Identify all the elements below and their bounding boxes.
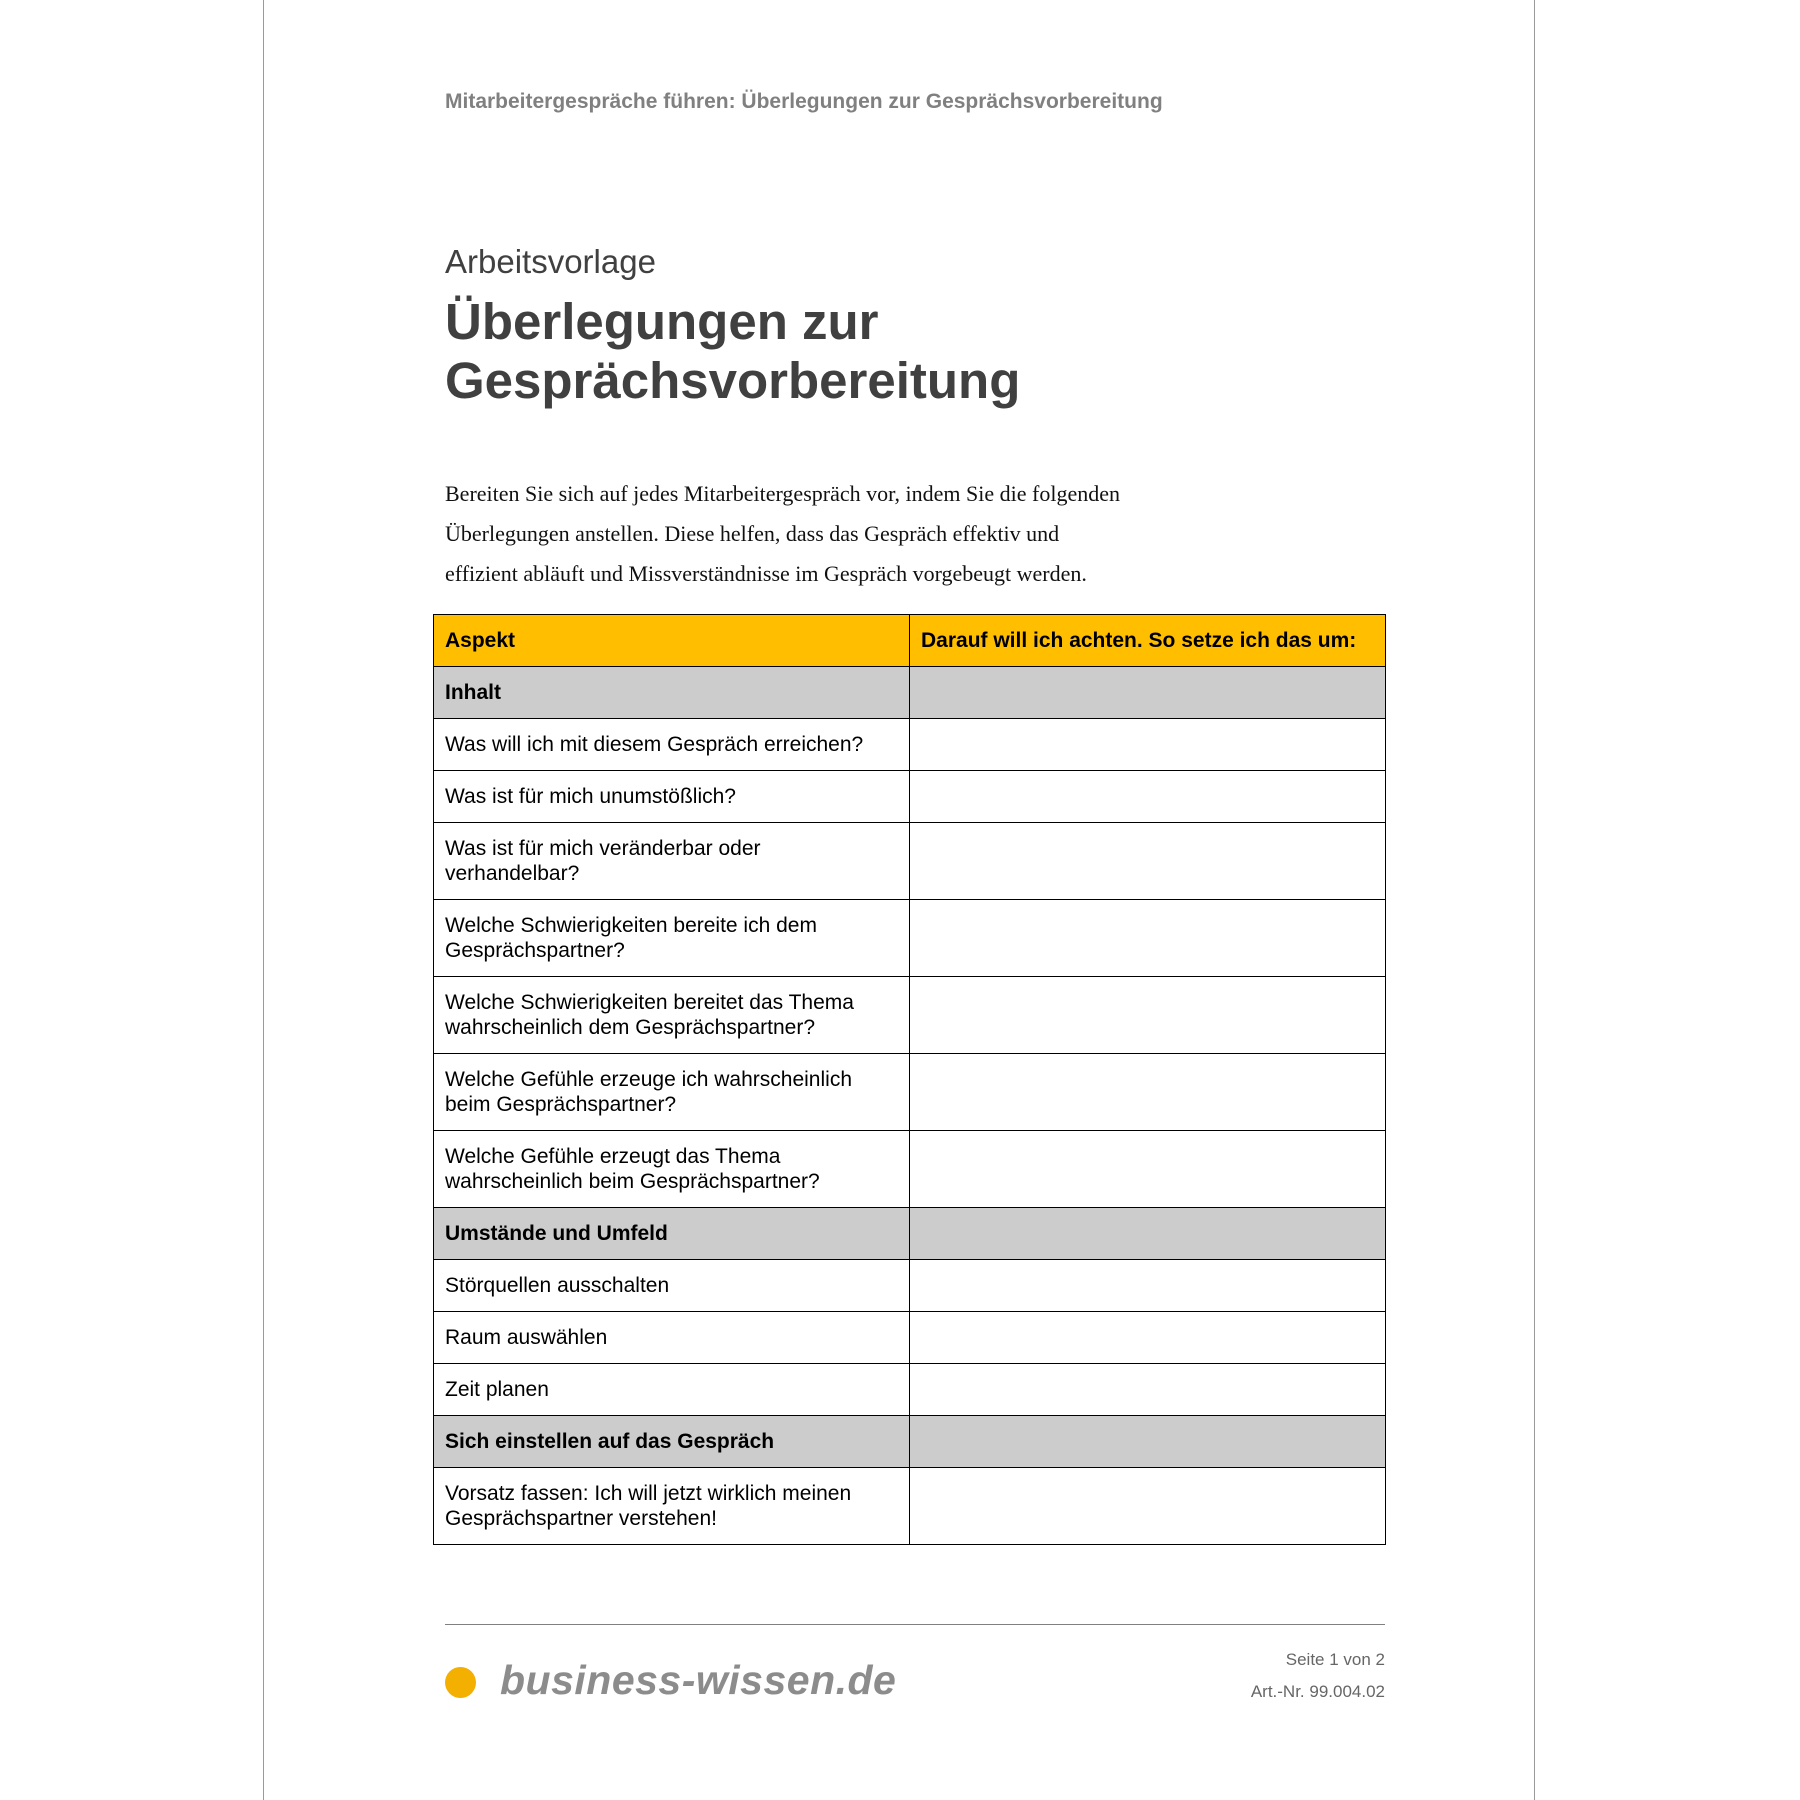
notes-cell[interactable]	[910, 900, 1386, 977]
table-row	[434, 719, 1386, 771]
table-row	[434, 1131, 1386, 1208]
table-row	[434, 1468, 1386, 1545]
aspect-cell: Was will ich mit diesem Gespräch erreichen?	[434, 719, 910, 771]
aspect-cell: Störquellen ausschalten	[434, 1260, 910, 1312]
table-row	[434, 977, 1386, 1054]
aspect-cell: Was ist für mich veränderbar oder verhandelbar?	[434, 823, 910, 900]
running-header: Mitarbeitergespräche führen: Überlegungen zur Gesprächsvorbereitung	[445, 90, 1163, 113]
table-row	[434, 1054, 1386, 1131]
notes-cell[interactable]	[910, 1468, 1386, 1545]
section-label: Sich einstellen auf das Gespräch	[434, 1416, 910, 1468]
aspect-cell: Welche Schwierigkeiten bereite ich dem Gesprächspartner?	[434, 900, 910, 977]
aspect-cell: Was ist für mich unumstößlich?	[434, 771, 910, 823]
table-header-row	[434, 615, 1386, 667]
page-number: Seite 1 von 2	[1285, 1650, 1385, 1669]
table-row	[434, 1260, 1386, 1312]
notes-cell[interactable]	[910, 823, 1386, 900]
section-notes-cell	[910, 667, 1386, 719]
table-row	[434, 900, 1386, 977]
section-row	[434, 667, 1386, 719]
section-row	[434, 1416, 1386, 1468]
footer-divider	[445, 1624, 1385, 1625]
section-notes-cell	[910, 1208, 1386, 1260]
notes-cell[interactable]	[910, 1131, 1386, 1208]
notes-cell[interactable]	[910, 1312, 1386, 1364]
section-row	[434, 1208, 1386, 1260]
notes-cell[interactable]	[910, 1054, 1386, 1131]
table-row	[434, 1312, 1386, 1364]
notes-cell[interactable]	[910, 771, 1386, 823]
aspect-cell: Welche Schwierigkeiten bereitet das Thema wahrscheinlich dem Gesprächspartner?	[434, 977, 910, 1054]
aspect-cell: Welche Gefühle erzeugt das Thema wahrscheinlich beim Gesprächspartner?	[434, 1131, 910, 1208]
section-notes-cell	[910, 1416, 1386, 1468]
title-line-2: Gesprächsvorbereitung	[445, 352, 1021, 409]
notes-cell[interactable]	[910, 977, 1386, 1054]
aspect-cell: Zeit planen	[434, 1364, 910, 1416]
aspect-cell: Vorsatz fassen: Ich will jetzt wirklich meinen Gesprächspartner verstehen!	[434, 1468, 910, 1545]
aspect-cell: Welche Gefühle erzeuge ich wahrscheinlich beim Gesprächspartner?	[434, 1054, 910, 1131]
notes-cell[interactable]	[910, 1260, 1386, 1312]
brand-logo-text: business-wissen.de	[500, 1657, 897, 1703]
notes-cell[interactable]	[910, 1364, 1386, 1416]
intro-line-1: Bereiten Sie sich auf jedes Mitarbeitergespräch vor, indem Sie die folgenden	[445, 481, 1120, 506]
title-line-1: Überlegungen zur	[445, 293, 879, 350]
table-row	[434, 771, 1386, 823]
aspect-cell: Raum auswählen	[434, 1312, 910, 1364]
table-row	[434, 1364, 1386, 1416]
table-row	[434, 823, 1386, 900]
intro-paragraph	[445, 474, 1205, 594]
notes-cell[interactable]	[910, 719, 1386, 771]
aspects-table	[433, 614, 1386, 1545]
section-label: Umstände und Umfeld	[434, 1208, 910, 1260]
intro-line-3: effizient abläuft und Missverständnisse im Gespräch vorgebeugt werden.	[445, 561, 1087, 586]
section-label: Inhalt	[434, 667, 910, 719]
column-header-notes: Darauf will ich achten. So setze ich das um:	[910, 615, 1386, 667]
article-number: Art.-Nr. 99.004.02	[1250, 1682, 1385, 1701]
document-type: Arbeitsvorlage	[445, 243, 656, 280]
brand-logo-dot-icon	[445, 1667, 476, 1698]
page-title	[445, 292, 1245, 410]
column-header-aspect: Aspekt	[434, 615, 910, 667]
intro-line-2: Überlegungen anstellen. Diese helfen, dass das Gespräch effektiv und	[445, 521, 1060, 546]
